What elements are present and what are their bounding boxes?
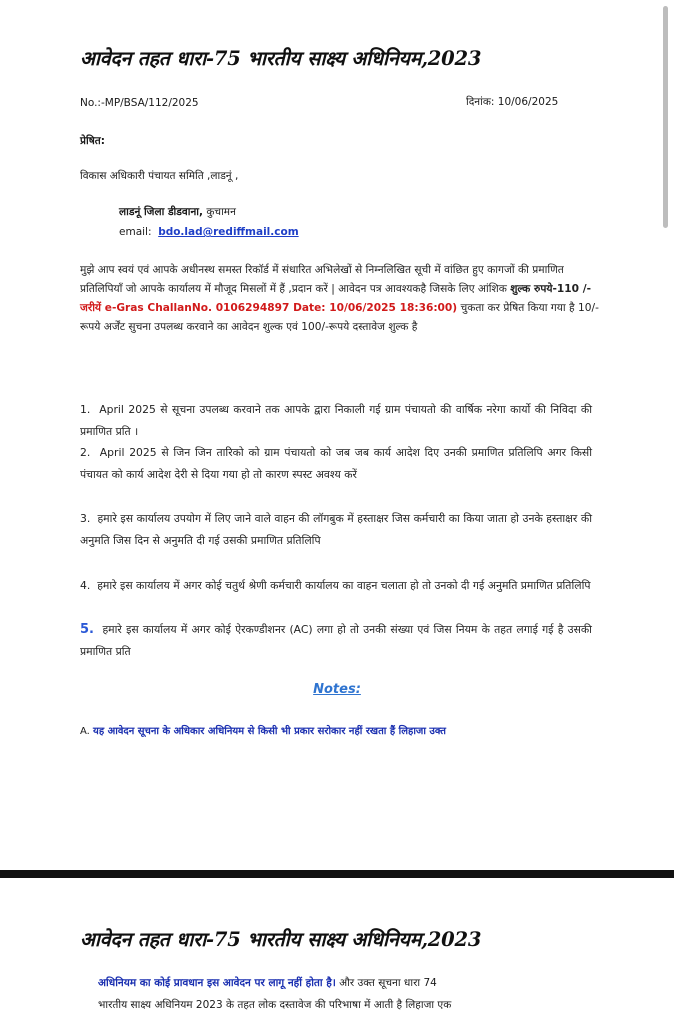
list-item-text: April 2025 से सूचना उपलब्ध करवाने तक आपके द्वारा निकाली गई ग्राम पंचायतो की वार्षिक नरेगा कार्यो की निविदा की प्रमाणित प्रति । — [80, 403, 592, 438]
email-line — [119, 226, 299, 238]
notes-heading: Notes: — [313, 682, 361, 697]
list-item-number: 1. — [80, 403, 91, 416]
list-item-text: हमारे इस कार्यालय उपयोग में लिए जाने वाले वाहन की लॉगबुक में हस्ताक्षर जिस कर्मचारी का किया जाता हो उनके हस्ताक्षर की अनुमति जिस दिन से अनुमति दी गई उसकी प्रमाणित प्रतिलिपि — [80, 512, 592, 547]
list-item-1 — [80, 399, 592, 442]
page-2-line-1-blue: अधिनियम का कोई प्रावधान इस आवेदन पर लागू नहीं होता है। — [98, 977, 336, 989]
challan-details: जरीयें e-Gras ChallanNo. 0106294897 Date: 10/06/2025 18:36:00) — [80, 302, 458, 314]
reference-number: No.:-MP/BSA/112/2025 — [80, 97, 199, 109]
request-paragraph — [80, 261, 600, 337]
request-text-1: मुझे आप स्वयं एवं आपके अधीनस्थ समस्त रिकॉर्ड में संधारित अभिलेखों से निम्नलिखित सूची में वांछित हुए कागजों की प्रमाणित प्रतिलिपियाँ जो आपके कार्यालय में मौजूद मिसलों में हैं ,प्रदान करें | आवेदन पत्र आवश्यकहै जिसके लिए आंशिक — [80, 264, 564, 295]
document-page-2 — [0, 878, 674, 1024]
list-item-3 — [80, 508, 592, 551]
page-2-line-2: भारतीय साक्ष्य अधिनियम 2023 के तहत लोक दस्तावेज की परिभाषा में आती है लिहाजा एक — [98, 999, 452, 1011]
list-item-number: 3. — [80, 512, 91, 525]
list-item-number: 5. — [80, 622, 94, 637]
list-item-text: हमारे इस कार्यालय में अगर कोई ऐरकण्डीशनर (AC) लगा हो तो उनकी संख्या एवं जिस नियम के तहत लगाई गई है उसकी प्रमाणित प्रति — [80, 623, 592, 658]
to-label: प्रेषित: — [80, 135, 105, 147]
district-rest-text: कुचामन — [203, 206, 236, 218]
district-bold-text: लाडनूं जिला डीडवाना, — [119, 206, 203, 218]
email-label: email: — [119, 226, 152, 238]
recipient-line: विकास अधिकारी पंचायत समिति ,लाडनूं , — [80, 170, 239, 182]
note-a-label: A. — [80, 726, 90, 737]
page-2-title: आवेदन तहत धारा-75 भारतीय साक्ष्य अधिनियम,2023 — [80, 928, 482, 951]
note-a-text: यह आवेदन सूचना के अधिकार अधिनियम से किसी भी प्रकार सरोकार नहीं रखता हैं लिहाजा उक्त — [93, 726, 446, 737]
list-item-text: हमारे इस कार्यालय में अगर कोई चतुर्थ श्रेणी कर्मचारी कार्यालय का वाहन चलाता हो तो उनको दी गई अनुमति प्रमाणित प्रतिलिपि — [97, 579, 591, 592]
page-separator — [0, 870, 674, 878]
email-link[interactable]: bdo.lad@rediffmail.com — [158, 226, 299, 238]
page-2-line-1 — [98, 976, 437, 990]
note-a — [80, 723, 446, 737]
page-2-line-1-rest: और उक्त सूचना धारा 74 — [335, 977, 437, 989]
vertical-scrollbar[interactable] — [663, 6, 668, 228]
list-item-number: 4. — [80, 579, 91, 592]
page-title: आवेदन तहत धारा-75 भारतीय साक्ष्य अधिनियम,2023 — [80, 47, 482, 70]
recipient-district — [119, 205, 236, 219]
request-text-2: चुकता कर प्रेषित किया गया है 10/-रूपये अर्जेंट सुचना उपलब्ध करवाने का आवेदन शुल्क एवं 100/-रूपये दस्तावेज शुल्क है — [80, 302, 599, 333]
document-date: दिनांक: 10/06/2025 — [466, 96, 559, 108]
list-item-text: April 2025 से जिन जिन तारिको को ग्राम पंचायतो को जब जब कार्य आदेश दिए उनकी प्रमाणित प्रतिलिपि अगर किसी पंचायत को कार्य आदेश देरी से दिया गया हो तो कारण स्पस्ट अवश्य करें — [80, 446, 592, 481]
list-item-5 — [80, 619, 592, 662]
list-item-2 — [80, 442, 592, 485]
fee-amount: शुल्क रुपये-110 /- — [510, 283, 591, 295]
list-item-4 — [80, 575, 592, 597]
list-item-number: 2. — [80, 446, 91, 459]
